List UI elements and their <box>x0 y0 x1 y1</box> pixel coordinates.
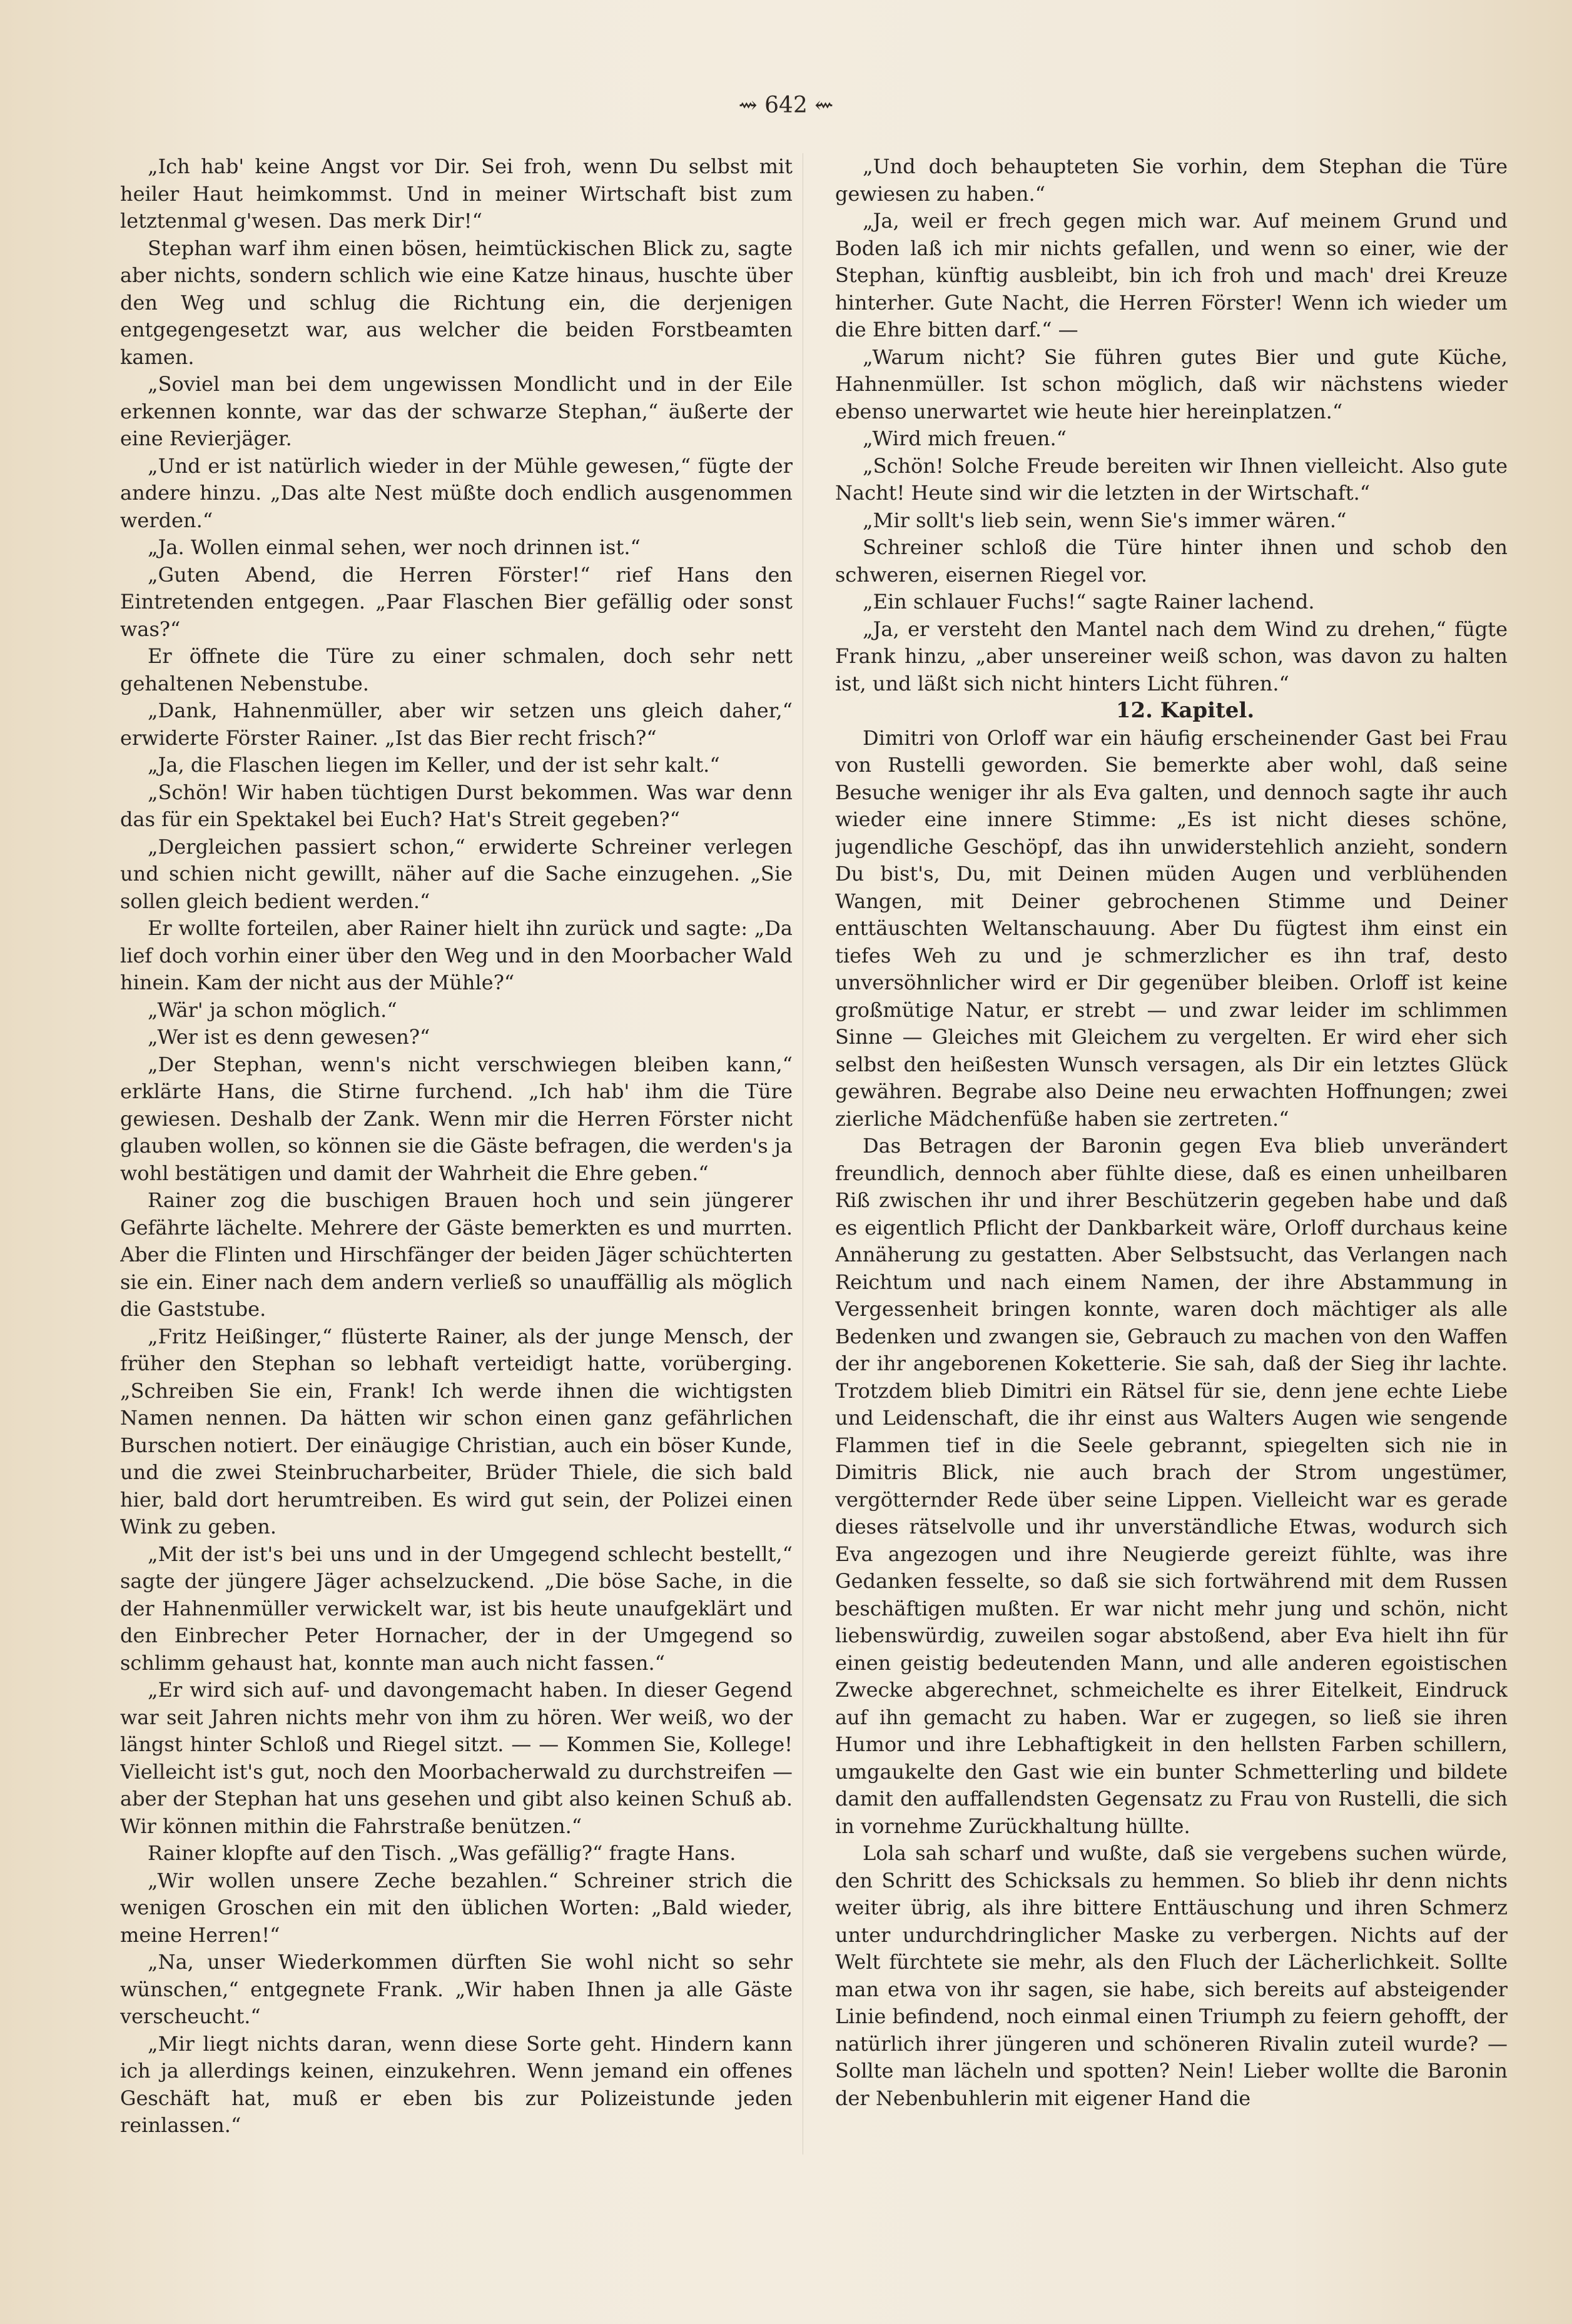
paragraph: Rainer zog die buschigen Brauen hoch und sein jüngerer Gefährte lächelte. Mehrere der Gäste bemerkten es und murrten. Aber die Flinten und Hirschfänger der beiden Jäger schüchterten sie ein. Einer nach dem andern verließ so unauffällig als möglich die Gaststube. <box>120 1188 793 1321</box>
paragraph: „Ja. Wollen einmal sehen, wer noch drinnen ist.“ <box>148 535 641 559</box>
paragraph: „Der Stephan, wenn's nicht verschwiegen bleiben kann,“ erklärte Hans, die Stirne furchend. „Ich hab' ihm die Türe gewiesen. Deshalb der Zank. Wenn mir die Herren Förster nicht glauben wollen, so können sie die Gäste befragen, die werden's ja wohl bestätigen und damit der Wahrheit die Ehre geben.“ <box>120 1052 793 1185</box>
chapter-heading: 12. Kapitel. <box>1115 698 1255 723</box>
paragraph: „Schön! Solche Freude bereiten wir Ihnen vielleicht. Also gute Nacht! Heute sind wir die letzten in der Wirtschaft.“ <box>835 453 1508 505</box>
page-number-header: ⇝ 642 ⇜ <box>738 93 834 118</box>
paragraph: „Wir wollen unsere Zeche bezahlen.“ Schreiner strich die wenigen Groschen ein mit den üblichen Worten: „Bald wieder, meine Herren!“ <box>120 1868 793 1947</box>
paragraph: „Wär' ja schon möglich.“ <box>148 998 397 1022</box>
paragraph: „Schön! Wir haben tüchtigen Durst bekommen. Was war denn das für ein Spektakel bei Euch? Hat's Streit gegeben?“ <box>120 780 793 831</box>
paragraph: „Na, unser Wiederkommen dürften Sie wohl nicht so sehr wünschen,“ entgegnete Frank. „Wir haben Ihnen ja alle Gäste verscheucht.“ <box>120 1950 793 2028</box>
paragraph: Dimitri von Orloff war ein häufig erscheinender Gast bei Frau von Rustelli geworden. Sie bemerkte aber wohl, daß seine Besuche weniger ihr als Eva galten, und dennoch sagte ihr auch wieder eine innere Stimme: „Es ist nicht dieses schöne, jugendliche Geschöpf, das ihn unwiderstehlich anzieht, sondern Du bist's, Du, mit Deinen müden Augen und verblühenden Wangen, mit Deiner gebrochenen Stimme und Deiner enttäuschten Weltanschauung. Aber Du fügtest ihm einst ein tiefes Weh zu und je schmerzlicher es ihn traf, desto unversöhnlicher wird er Dir gegenüber bleiben. Orloff ist keine großmütige Natur, er strebt — und zwar leider im schlimmen Sinne — Gleiches mit Gleichem zu vergelten. Er wird eher sich selbst den heißesten Wunsch versagen, als Dir ein letztes Glück gewähren. Begrabe also Deine neu erwachten Hoffnungen; zwei zierliche Mädchenfüße haben sie zertreten.“ <box>835 725 1508 1131</box>
paragraph: „Ja, weil er frech gegen mich war. Auf meinem Grund und Boden laß ich mir nichts gefallen, und wenn so einer, wie der Stephan, künftig ausbleibt, bin ich froh und mach' drei Kreuze hinterher. Gute Nacht, die Herren Förster! Wenn ich wieder um die Ehre bitten darf.“ — <box>835 209 1508 341</box>
paragraph: „Wer ist es denn gewesen?“ <box>148 1025 430 1049</box>
paragraph: Stephan warf ihm einen bösen, heimtückischen Blick zu, sagte aber nichts, sondern schlich wie eine Katze hinaus, huschte über den Weg und schlug die Richtung ein, die derjenigen entgegengesetzt war, aus welcher die beiden Forstbeamten kamen. <box>120 236 793 369</box>
right-column-before-chapter <box>835 153 1508 697</box>
paragraph: „Ich hab' keine Angst vor Dir. Sei froh, wenn Du selbst mit heiler Haut heimkommst. Und in meiner Wirtschaft bist zum letztenmal g'wesen. Das merk Dir!“ <box>120 154 793 233</box>
paragraph: „Dergleichen passiert schon,“ erwiderte Schreiner verlegen und schien nicht gewillt, näher auf die Sache einzugehen. „Sie sollen gleich bedient werden.“ <box>120 834 793 913</box>
paragraph: „Warum nicht? Sie führen gutes Bier und gute Küche, Hahnenmüller. Ist schon möglich, daß wir nächstens wieder ebenso unerwartet wie heute hier hereinplatzen.“ <box>835 345 1508 423</box>
right-column-chapter-text <box>835 725 1508 2113</box>
paragraph: „Fritz Heißinger,“ flüsterte Rainer, als der junge Mensch, der früher den Stephan so lebhaft verteidigt hatte, vorüberging. „Schreiben Sie ein, Frank! Ich werde ihnen die wichtigsten Namen nennen. Da hätten wir schon einen ganz gefährlichen Burschen notiert. Der einäugige Christian, auch ein böser Kunde, und die zwei Steinbrucharbeiter, Brüder Thiele, die sich bald hier, bald dort herumtreiben. Es wird gut sein, der Polizei einen Wink zu geben. <box>120 1324 793 1538</box>
paragraph: „Mir sollt's lieb sein, wenn Sie's immer wären.“ <box>863 508 1347 532</box>
right-column <box>835 153 1508 2155</box>
paragraph: Rainer klopfte auf den Tisch. „Was gefällig?“ fragte Hans. <box>148 1841 736 1865</box>
paragraph: „Und doch behaupteten Sie vorhin, dem Stephan die Türe gewiesen zu haben.“ <box>835 154 1508 206</box>
paragraph: „Ja, er versteht den Mantel nach dem Wind zu drehen,“ fügte Frank hinzu, „aber unsereiner weiß schon, was davon zu halten ist, und läßt sich nicht hinters Licht führen.“ <box>835 617 1508 695</box>
paragraph: „Wird mich freuen.“ <box>863 427 1067 450</box>
paragraph: Lola sah scharf und wußte, daß sie vergebens suchen würde, den Schritt des Schicksals zu hemmen. So blieb ihr denn nichts weiter übrig, als ihre bittere Enttäuschung und ihren Schmerz unter undurchdringlicher Maske zu verbergen. Nichts auf der Welt fürchtete sie mehr, als den Fluch der Lächerlichkeit. Sollte man etwa von ihr sagen, sie habe, sich bereits auf absteigender Linie befindend, noch einmal einen Triumph zu feiern gehofft, der natürlich ihrer jüngeren und schöneren Rivalin zuteil wurde? — Sollte man lächeln und spotten? Nein! Lieber wollte die Baronin der Nebenbuhlerin mit eigener Hand die <box>835 1841 1508 2110</box>
paragraph: „Mir liegt nichts daran, wenn diese Sorte geht. Hindern kann ich ja allerdings keinen, einzukehren. Wenn jemand ein offenes Geschäft hat, muß er eben bis zur Polizeistunde jeden reinlassen.“ <box>120 2031 793 2137</box>
paragraph: „Dank, Hahnenmüller, aber wir setzen uns gleich daher,“ erwiderte Förster Rainer. „Ist das Bier recht frisch?“ <box>120 699 793 750</box>
paragraph: „Ja, die Flaschen liegen im Keller, und der ist sehr kalt.“ <box>148 753 720 777</box>
paragraph: „Soviel man bei dem ungewissen Mondlicht und in der Eile erkennen konnte, war das der schwarze Stephan,“ äußerte der eine Revierjäger. <box>120 372 793 450</box>
paragraph: Er öffnete die Türe zu einer schmalen, doch sehr nett gehaltenen Nebenstube. <box>120 644 793 695</box>
paragraph: „Ein schlauer Fuchs!“ sagte Rainer lachend. <box>863 590 1315 614</box>
paragraph: „Mit der ist's bei uns und in der Umgegend schlecht bestellt,“ sagte der jüngere Jäger achselzuckend. „Die böse Sache, in die der Hahnenmüller verwickelt war, ist bis heute unaufgeklärt und den Einbrecher Peter Hornacher, der in der Umgegend so schlimm gehaust hat, konnte man auch nicht fassen.“ <box>120 1542 793 1675</box>
paragraph: Schreiner schloß die Türe hinter ihnen und schob den schweren, eisernen Riegel vor. <box>835 535 1508 587</box>
left-column <box>120 153 793 2155</box>
paragraph: Er wollte forteilen, aber Rainer hielt ihn zurück und sagte: „Da lief doch vorhin einer über den Weg und in den Moorbacher Wald hinein. Kam der nicht aus der Mühle?“ <box>120 916 793 994</box>
paragraph: Das Betragen der Baronin gegen Eva blieb unverändert freundlich, dennoch aber fühlte diese, daß es einen unheilbaren Riß zwischen ihr und ihrer Beschützerin gegeben habe und daß es eigentlich Pflicht der Dankbarkeit wäre, Orloff durchaus keine Annäherung zu gestatten. Aber Selbstsucht, das Verlangen nach Reichtum und nach einem Namen, der ihre Abstammung in Vergessenheit bringen konnte, waren doch mächtiger als alle Bedenken und zwangen sie, Gebrauch zu machen von den Waffen der ihr angeborenen Koketterie. Sie sah, daß der Sieg ihr lachte. Trotzdem blieb Dimitri ein Rätsel für sie, denn jene echte Liebe und Leidenschaft, die ihr einst aus Walters Augen wie sengende Flammen tief in die Seele gebrannt, spiegelten sich nie in Dimitris Blick, nie auch brach der Strom ungestümer, vergötternder Rede über seine Lippen. Vielleicht war es gerade dieses rätselvolle und ihr unverständliche Etwas, wodurch sich Eva angezogen und ihre Neugierde gereizt fühlte, was ihre Gedanken fesselte, so daß sie sich fortwährend mit dem Russen beschäftigen mußten. Er war nicht mehr jung und schön, nicht liebenswürdig, zuweilen sogar abstoßend, aber Eva hielt ihn für einen geistig bedeutenden Mann, und alle anderen egoistischen Zwecke abgerechnet, schmeichelte es ihrer Eitelkeit, Eindruck auf ihn gemacht zu haben. War er zugegen, so ließ sie ihren Humor und ihre Lebhaftigkeit in den hellsten Farben schillern, umgaukelte den Gast wie ein bunter Schmetterling und bildete damit den auffallendsten Gegensatz zu Frau von Rustelli, die sich in vornehme Zurückhaltung hüllte. <box>835 1134 1508 1838</box>
paragraph: „Er wird sich auf- und davongemacht haben. In dieser Gegend war seit Jahren nichts mehr von ihm zu hören. Wer weiß, wo der längst hinter Schloß und Riegel sitzt. — — Kommen Sie, Kollege! Vielleicht ist's gut, noch den Moorbacherwald zu durchstreifen — aber der Stephan hat uns gesehen und gibt also keinen Schuß ab. Wir können mithin die Fahrstraße benützen.“ <box>120 1678 793 1838</box>
paragraph: „Guten Abend, die Herren Förster!“ rief Hans den Eintretenden entgegen. „Paar Flaschen Bier gefällig oder sonst was?“ <box>120 562 793 641</box>
paragraph: „Und er ist natürlich wieder in der Mühle gewesen,“ fügte der andere hinzu. „Das alte Nest müßte doch endlich ausgenommen werden.“ <box>120 453 793 532</box>
